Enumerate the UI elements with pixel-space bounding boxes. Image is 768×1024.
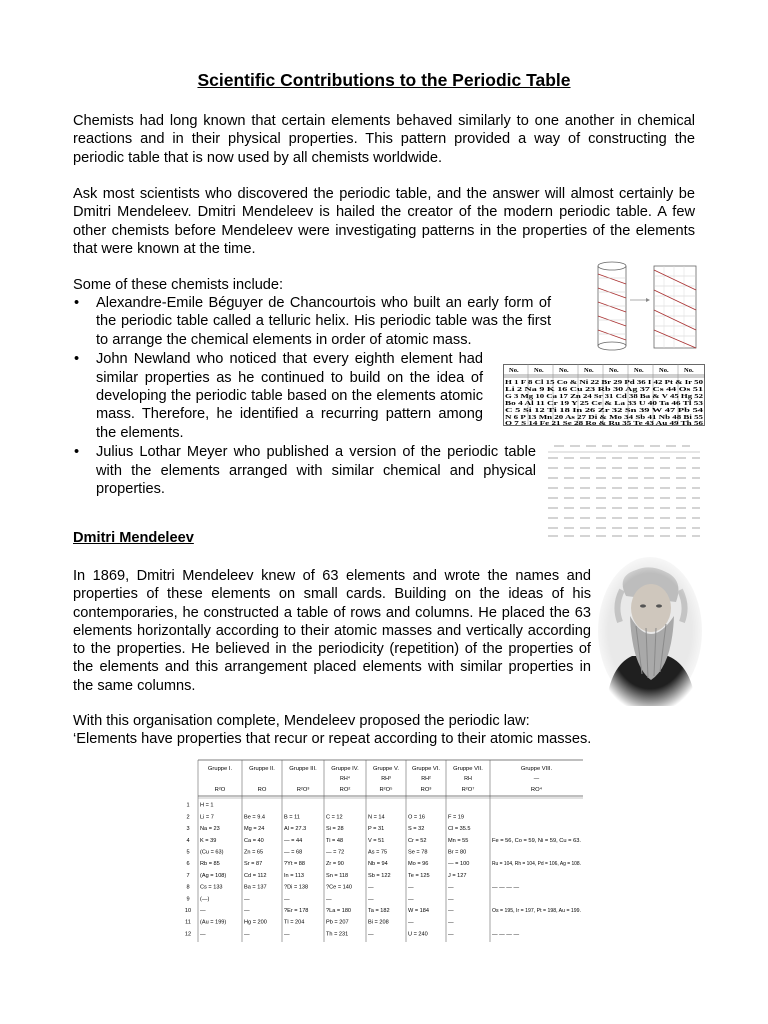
table-cell: Zn = 65 — [244, 849, 264, 856]
table-cell: — = 72 — [326, 849, 345, 856]
group-header: Gruppe II. — [249, 766, 275, 772]
newlands-row: H 1 F 8 Cl 15 Co & Ni 22 Br 29 Pd 36 I 42 Pt & Ir 50 — [505, 380, 704, 386]
table-cell: (—) — [200, 896, 210, 903]
intro-paragraph: Chemists had long known that certain elements behaved similarly to one another in chemical reactions and in their physical properties. This pattern provided a way of constructing the periodic table that is now used by all chemists worldwide. — [73, 113, 695, 166]
row-number: 9 — [186, 896, 190, 903]
oxide-formula: RO — [257, 787, 267, 793]
oxide-formula: RO² — [339, 787, 351, 793]
chemists-list — [73, 294, 551, 500]
row-number: 2 — [186, 814, 190, 821]
table-cell: — — [368, 931, 374, 938]
table-cell: ?Yt = 88 — [284, 861, 305, 868]
table-cell: — — [284, 896, 290, 903]
group-header: Gruppe VII. — [453, 766, 483, 772]
row-number: 6 — [186, 861, 190, 868]
table-cell: — — [448, 884, 454, 891]
table-cell: Mo = 96 — [408, 861, 429, 868]
table-cell: Pb = 207 — [326, 919, 349, 926]
list-item-chancourtois: • Alexandre-Emile Béguyer de Chancourtois who built an early form of the periodic table called a telluric helix. His periodic table was the first to arrange the chemical elements in order of atomic mass. — [73, 294, 551, 349]
table-cell: (Ag = 108) — [200, 872, 227, 879]
table-cell: Cs = 133 — [200, 884, 223, 891]
table-cell: Cl = 35.5 — [448, 826, 471, 833]
table-cell: ?Er = 178 — [284, 908, 309, 914]
newlands-header: No. — [609, 367, 619, 374]
newlands-header: No. — [634, 367, 644, 374]
table-cell: Br = 80 — [448, 849, 467, 856]
newlands-row: N 6 P 13 Mn 20 As 27 Di & Mo 34 Sb 41 Nb 48 Bi 55 — [505, 415, 704, 421]
oxide-formula: RO³ — [420, 787, 432, 793]
table-cell: — — [448, 931, 454, 938]
row-number: 8 — [186, 884, 190, 891]
table-cell: — — [326, 896, 332, 903]
table-cell: Ca = 40 — [244, 837, 264, 844]
table-cell: Be = 9.4 — [244, 814, 265, 821]
oxide-formula: R²O⁵ — [379, 787, 393, 793]
table-cell: — — [408, 919, 414, 926]
section-heading-mendeleev: Dmitri Mendeleev — [73, 530, 194, 546]
newlands-row: Bo 4 Al 11 Cr 19 Y 25 Ce & La 33 U 40 Ta 46 Tl 53 — [505, 401, 704, 407]
table-cell: — — [284, 931, 290, 938]
table-cell: Si = 28 — [326, 826, 344, 833]
table-cell: S = 32 — [408, 826, 425, 833]
table-cell: U = 240 — [408, 931, 428, 938]
hydride-formula: RH³ — [381, 776, 391, 782]
group-header: Gruppe VIII. — [520, 766, 553, 772]
list-item-meyer: • Julius Lothar Meyer who published a version of the periodic table with the elements arranged with similar chemical and physical properties. — [73, 443, 536, 498]
table-cell: ?Di = 138 — [284, 884, 309, 891]
chemists-intro: Some of these chemists include: — [73, 277, 284, 293]
table-cell: Ru = 104, Rh = 104, Pd = 106, Ag = 108. — [492, 861, 582, 868]
table-cell: P = 31 — [368, 826, 385, 833]
table-cell: Se = 78 — [408, 849, 428, 856]
newlands-row: O 7 S 14 Fe 21 Se 28 Ro & Ru 35 Te 43 Au 49 Th 56 — [505, 421, 704, 427]
list-item-newland: • John Newland who noticed that every eighth element had similar properties as he continued to build on the idea of developing the periodic table based on the elements atomic mass. Therefore, he identified a recurring pattern among the elements. — [73, 350, 483, 441]
table-cell: — — [408, 896, 414, 903]
table-cell: — — — — — [492, 931, 520, 938]
table-cell: Li = 7 — [200, 814, 214, 821]
table-cell: J = 127 — [448, 872, 467, 879]
table-cell: Mn = 55 — [448, 837, 469, 844]
table-cell: ?La = 180 — [326, 908, 352, 914]
group-header: Gruppe III. — [289, 766, 317, 772]
table-cell: — = 44 — [284, 837, 303, 844]
discovery-paragraph: Ask most scientists who discovered the periodic table, and the answer will almost certainly be Dmitri Mendeleev. Dmitri Mendeleev is hailed the creator of the modern periodic table. A few other chemists before Mendeleev were investigating patterns in the properties of the elements that were known at the time. — [73, 186, 695, 257]
table-cell: Sn = 118 — [326, 872, 349, 879]
table-cell: Hg = 200 — [244, 919, 267, 926]
table-cell: Os = 195, Ir = 197, Pt = 198, Au = 199. — [492, 908, 582, 914]
table-cell: Ta = 182 — [368, 908, 390, 914]
table-cell: Fe = 56, Co = 59, Ni = 59, Cu = 63. — [492, 837, 582, 844]
table-cell: Nb = 94 — [368, 861, 388, 868]
table-cell: Cr = 52 — [408, 837, 427, 844]
hydride-formula: RH² — [421, 776, 431, 782]
oxide-formula: R²O⁷ — [461, 787, 475, 793]
hydride-formula: RH⁴ — [339, 776, 351, 782]
table-cell: Na = 23 — [200, 826, 220, 833]
group-header: Gruppe IV. — [331, 766, 359, 772]
mendeleev-table-figure — [178, 760, 583, 942]
row-number: 5 — [186, 849, 190, 856]
oxide-formula: RO⁴ — [530, 787, 543, 793]
row-number: 4 — [186, 837, 190, 844]
table-cell: (Au = 199) — [200, 919, 227, 926]
newlands-header: No. — [584, 367, 594, 374]
group-header: Gruppe I. — [207, 766, 233, 772]
hydride-formula: — — [533, 776, 540, 782]
mendeleev-paragraph: In 1869, Dmitri Mendeleev knew of 63 elements and wrote the names and properties of these elements on small cards. Building on the ideas of his contemporaries, he constructed a table of rows and columns. He placed the 63 elements horizontally according to their atomic masses and vertically according to the properties. He believed in the periodicity (repetition) of the properties of the elements and this arrangement placed elements with similar properties in the same columns. — [73, 568, 591, 694]
table-cell: Zr = 90 — [326, 861, 344, 868]
table-cell: — — [448, 919, 454, 926]
newlands-row: Li 2 Na 9 K 16 Cu 23 Rb 30 Ag 37 Cs 44 Os 51 — [505, 387, 704, 393]
table-cell: As = 75 — [368, 849, 388, 856]
table-cell: Te = 125 — [408, 872, 430, 879]
table-cell: In = 113 — [284, 872, 304, 879]
periodic-law-intro: With this organisation complete, Mendeleev proposed the periodic law: — [73, 713, 530, 729]
table-cell: Sb = 122 — [368, 872, 391, 879]
table-cell: Cd = 112 — [244, 872, 267, 879]
table-cell: Bi = 208 — [368, 919, 389, 926]
table-cell: H = 1 — [200, 802, 214, 809]
table-cell: Mg = 24 — [244, 826, 265, 833]
table-cell: Al = 27.3 — [284, 826, 307, 833]
table-cell: O = 16 — [408, 814, 425, 821]
table-cell: — = 100 — [448, 861, 470, 868]
table-cell: — — [448, 896, 454, 903]
hydride-formula: RH — [464, 776, 472, 782]
table-cell: F = 19 — [448, 814, 465, 821]
newlands-row: C 5 Si 12 Ti 18 In 26 Zr 32 Sn 39 W 47 Pb 54 — [505, 408, 704, 414]
table-cell: C = 12 — [326, 814, 343, 821]
table-cell: (Cu = 63) — [200, 849, 224, 856]
newlands-header: No. — [559, 367, 569, 374]
group-header: Gruppe V. — [373, 766, 399, 772]
row-number: 11 — [185, 919, 191, 926]
table-cell: V = 51 — [368, 837, 385, 844]
table-cell: K = 39 — [200, 837, 217, 844]
table-cell: — — [244, 908, 250, 914]
newlands-header: No. — [534, 367, 544, 374]
table-cell: Ti = 48 — [326, 837, 344, 844]
oxide-formula: R²O — [214, 787, 226, 793]
table-cell: — — [200, 908, 206, 914]
newlands-header: No. — [509, 367, 519, 374]
table-cell: N = 14 — [368, 814, 385, 821]
newlands-octaves-table — [503, 364, 705, 426]
telluric-helix-figure — [592, 260, 702, 355]
table-cell: W = 184 — [408, 908, 429, 914]
table-cell: Th = 231 — [326, 931, 349, 938]
table-cell: — — — — — [492, 884, 520, 891]
periodic-law-quote: ‘Elements have properties that recur or repeat according to their atomic masses. — [73, 731, 592, 747]
row-number: 3 — [186, 826, 190, 833]
mendeleev-portrait — [596, 556, 704, 706]
table-cell: Ba = 137 — [244, 884, 267, 891]
table-cell: B = 11 — [284, 814, 300, 821]
newlands-header: No. — [659, 367, 669, 374]
meyer-table-figure — [540, 440, 705, 540]
table-cell: — — [368, 884, 374, 891]
table-cell: Rb = 85 — [200, 861, 220, 868]
table-cell: — — [244, 896, 250, 903]
oxide-formula: R²O³ — [296, 787, 310, 793]
table-cell: — = 68 — [284, 849, 303, 856]
table-cell: — — [408, 884, 414, 891]
group-header: Gruppe VI. — [411, 766, 441, 772]
table-cell: ?Ce = 140 — [326, 884, 352, 891]
newlands-header: No. — [684, 367, 694, 374]
page-title: Scientific Contributions to the Periodic Table — [197, 70, 571, 90]
row-number: 10 — [184, 908, 192, 914]
table-cell: — — [368, 896, 374, 903]
table-cell: — — [448, 908, 454, 914]
table-cell: Tl = 204 — [284, 919, 305, 926]
row-number: 1 — [186, 802, 190, 809]
row-number: 12 — [184, 931, 192, 938]
table-cell: — — [200, 931, 206, 938]
table-cell: Sr = 87 — [244, 861, 263, 868]
table-cell: — — [244, 931, 250, 938]
row-number: 7 — [186, 872, 190, 879]
newlands-row: G 3 Mg 10 Ca 17 Zn 24 Sr 31 Cd 38 Ba & V 45 Hg 52 — [505, 394, 704, 400]
